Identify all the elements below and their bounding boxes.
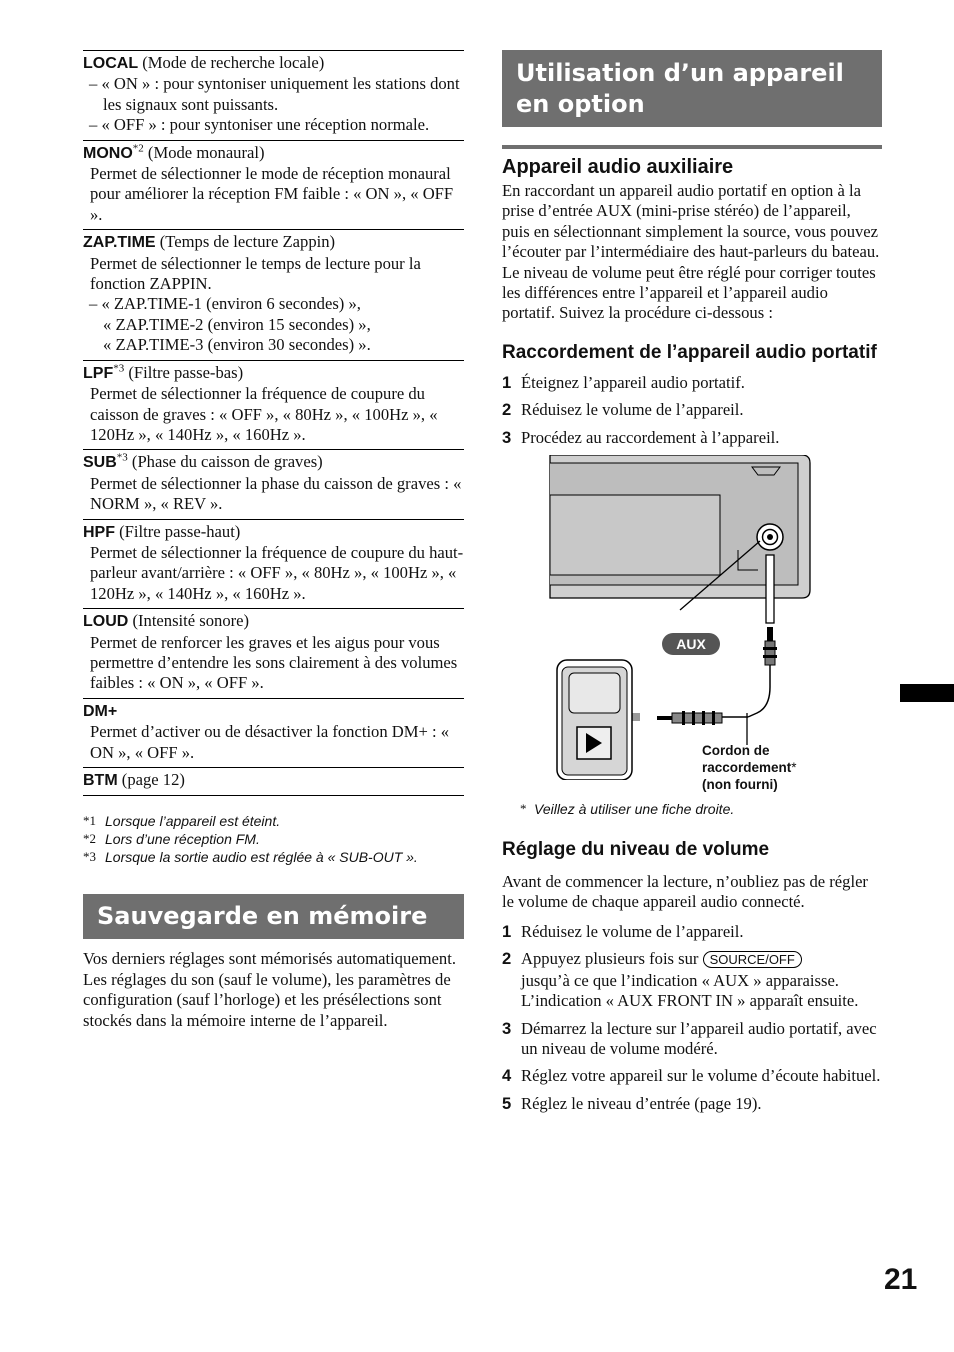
aux-label: AUX — [676, 636, 706, 653]
volume-step-2-text-c: L’indication « AUX FRONT IN » apparaît ensuite. — [521, 991, 859, 1011]
setting-term: LOUD — [83, 613, 129, 631]
volume-step-2-text-b: jusqu’à ce que l’indication « AUX » apparaisse. — [521, 970, 839, 990]
step-number: 3 — [502, 427, 512, 447]
page-number: 21 — [884, 1263, 918, 1296]
setting-entry — [83, 360, 464, 450]
optional-section-title: Utilisation d’un appareil en option — [502, 50, 882, 127]
setting-entry — [83, 449, 464, 518]
connection-diagram — [502, 455, 882, 780]
setting-paren: (Filtre passe-bas) — [124, 362, 244, 382]
setting-term: MONO — [83, 144, 133, 162]
footnote — [83, 830, 464, 848]
setting-term: BTM — [83, 772, 118, 789]
step-number: 1 — [502, 372, 512, 392]
volume-step-4-text: Réglez votre appareil sur le volume d’écoute habituel. — [521, 1066, 881, 1086]
volume-step-1: 1 Réduisez le volume de l’appareil. — [502, 921, 744, 941]
cord-caption — [702, 742, 797, 793]
aux-intro: En raccordant un appareil audio portatif en option à la prise d’entrée AUX (mini-prise stéréo) de l’appareil, puis en sélectionnant simplement la source, vous pouvez l’écouter par l’intermédiaire des haut-parleurs du bateau. Le niveau de volume peut être réglé pour corriger toutes les différences entre l’appareil et l’appareil audio portatif. Suivez la procédure ci-dessous : — [502, 181, 880, 323]
setting-entry — [83, 519, 464, 609]
setting-entry — [83, 608, 464, 698]
setting-header — [83, 363, 464, 384]
memory-paragraph-1: Vos derniers réglages sont mémorisés automatiquement. — [83, 949, 456, 969]
step-text: Procédez au raccordement à l’appareil. — [521, 427, 780, 447]
setting-header — [83, 611, 464, 632]
footnote-text: Lors d’une réception FM. — [105, 831, 260, 848]
volume-step-2-text: Appuyez plusieurs fois sur — [521, 949, 703, 969]
setting-term: SUB — [83, 454, 117, 472]
figure-note — [502, 800, 882, 818]
volume-step-3: 3 Démarrez la lecture sur l’appareil audio portatif, avec un niveau de volume modéré. — [502, 1019, 882, 1060]
step-text: Éteignez l’appareil audio portatif. — [521, 372, 745, 392]
cord-caption-line2 — [702, 759, 797, 776]
setting-term: HPF — [83, 523, 115, 541]
setting-header — [83, 232, 464, 253]
audio-plug-icon — [722, 627, 777, 745]
setting-term: ZAP.TIME — [83, 234, 156, 252]
connect-steps — [502, 373, 882, 448]
setting-bullet: – « OFF » : pour syntoniser une réception normale. — [89, 115, 430, 135]
source-off-button-label: SOURCE/OFF — [703, 951, 802, 968]
setting-entry — [83, 767, 464, 796]
setting-paren: (Temps de lecture Zappin) — [155, 232, 336, 252]
cord-caption-line1: Cordon de — [702, 743, 770, 759]
setting-entry — [83, 50, 464, 140]
setting-paren: (Mode de recherche locale) — [138, 53, 325, 72]
memory-section-title: Sauvegarde en mémoire — [83, 894, 464, 939]
setting-bullet: – « ON » : pour syntoniser uniquement les stations dont les signaux sont puissants. — [89, 74, 460, 114]
setting-description: Permet de sélectionner la fréquence de coupure du haut-parleur avant/arrière : « OFF », « 80Hz », « 100Hz », « 120Hz », « 140Hz », « 160Hz ». — [90, 542, 464, 603]
volume-steps — [502, 922, 882, 1114]
setting-description: Permet de sélectionner la phase du caisson de graves : « NORM », « REV ». — [90, 473, 462, 514]
figure-note-text: Veillez à utiliser une fiche droite. — [534, 801, 735, 818]
memory-paragraph-2: Les réglages du son (sauf le volume), les paramètres de configuration (sauf l’horloge) et les présélections sont stockés dans la mémoire interne de l’appareil. — [83, 969, 451, 1030]
setting-paren: (page 12) — [117, 770, 185, 789]
setting-term: DM+ — [83, 702, 118, 720]
connect-heading: Raccordement de l’appareil audio portatif — [502, 341, 877, 363]
section-tab-marker — [900, 684, 954, 702]
setting-footnote-ref: *2 — [132, 142, 144, 155]
setting-entry — [83, 698, 464, 767]
connect-step — [502, 428, 882, 448]
setting-description: Permet de renforcer les graves et les aigus pour vous permettre d’entendre les sons clairement à des volumes faibles : « ON », « OFF ». — [90, 632, 458, 693]
setting-header — [83, 452, 464, 473]
footnote-text: Lorsque l’appareil est éteint. — [105, 813, 281, 830]
footnote-text: Lorsque la sortie audio est réglée à « SUB-OUT ». — [105, 849, 418, 866]
setting-header — [83, 701, 464, 722]
setting-bullet-continuation: « ZAP.TIME-3 (environ 30 secondes) ». — [103, 335, 371, 355]
aux-heading: Appareil audio auxiliaire — [502, 156, 734, 178]
volume-step-2: 2 Appuyez plusieurs fois sur SOURCE/OFF jusqu’à ce que l’indication « AUX » apparaisse. L’indication « AUX FRONT IN » apparaît ensuite. — [502, 949, 859, 1011]
figure-note-mark: * — [520, 801, 527, 817]
right-column — [502, 50, 882, 1121]
setting-bullet: – « ZAP.TIME-1 (environ 6 secondes) », — [89, 294, 361, 314]
setting-header — [83, 770, 464, 791]
volume-step-3-text: Démarrez la lecture sur l’appareil audio portatif, avec un niveau de volume modéré. — [521, 1018, 877, 1058]
setting-footnote-ref: *3 — [116, 451, 128, 464]
setting-term: LOCAL — [83, 55, 139, 72]
setting-footnote-ref: *3 — [113, 362, 125, 375]
cord-caption-line3: (non fourni) — [702, 777, 778, 793]
footnote-mark: *1 — [83, 813, 96, 829]
volume-step-5: 5 Réglez le niveau d’entrée (page 19). — [502, 1093, 762, 1113]
setting-description: Permet de sélectionner la fréquence de coupure du caisson de graves : « OFF », « 80Hz », « 100Hz », « 120Hz », « 140Hz », « 160Hz ». — [90, 384, 438, 444]
horizontal-plug-icon — [657, 711, 722, 725]
setting-header — [83, 522, 464, 543]
setting-bullet-continuation: « ZAP.TIME-2 (environ 15 secondes) », — [103, 314, 371, 334]
section-rule — [502, 145, 882, 149]
memory-body — [83, 949, 464, 1031]
volume-heading: Réglage du niveau de volume — [502, 839, 770, 861]
setting-description: Permet de sélectionner le mode de réception monaural pour améliorer la réception FM faible : « ON », « OFF ». — [90, 164, 454, 224]
footnotes — [83, 812, 464, 866]
volume-step-1-text: Réduisez le volume de l’appareil. — [521, 921, 744, 941]
setting-header — [83, 53, 464, 74]
setting-description: Permet d’activer ou de désactiver la fonction DM+ : « ON », « OFF ». — [90, 722, 450, 762]
connect-step — [502, 373, 882, 393]
setting-paren: (Mode monaural) — [143, 142, 265, 162]
setting-header — [83, 143, 464, 164]
volume-step-5-text: Réglez le niveau d’entrée (page 19). — [521, 1093, 762, 1113]
setting-entry — [83, 140, 464, 230]
left-column — [83, 50, 464, 1031]
portable-player-illustration — [557, 660, 632, 780]
step-text: Réduisez le volume de l’appareil. — [521, 400, 744, 420]
volume-intro: Avant de commencer la lecture, n’oubliez pas de régler le volume de chaque appareil audio connecté. — [502, 872, 868, 912]
volume-step-4: 4 Réglez votre appareil sur le volume d’écoute habituel. — [502, 1066, 881, 1086]
setting-paren: (Phase du caisson de graves) — [127, 452, 323, 472]
cord-caption-star: * — [791, 760, 797, 776]
setting-entry — [83, 229, 464, 359]
footnote — [83, 848, 464, 866]
footnote-mark: *2 — [83, 831, 96, 847]
aux-jack-icon — [757, 524, 783, 550]
setting-paren: (Intensité sonore) — [128, 611, 250, 631]
footnote-mark: *3 — [83, 849, 96, 865]
setting-paren: (Filtre passe-haut) — [115, 521, 241, 541]
step-number: 2 — [502, 400, 512, 420]
setting-term: LPF — [83, 364, 114, 382]
settings-list — [83, 50, 464, 796]
cord-caption-line2-text: raccordement — [702, 760, 792, 776]
connect-step — [502, 400, 882, 420]
connection-figure — [502, 455, 882, 793]
setting-description: Permet de sélectionner le temps de lecture pour la fonction ZAPPIN. — [90, 253, 421, 294]
footnote — [83, 812, 464, 830]
